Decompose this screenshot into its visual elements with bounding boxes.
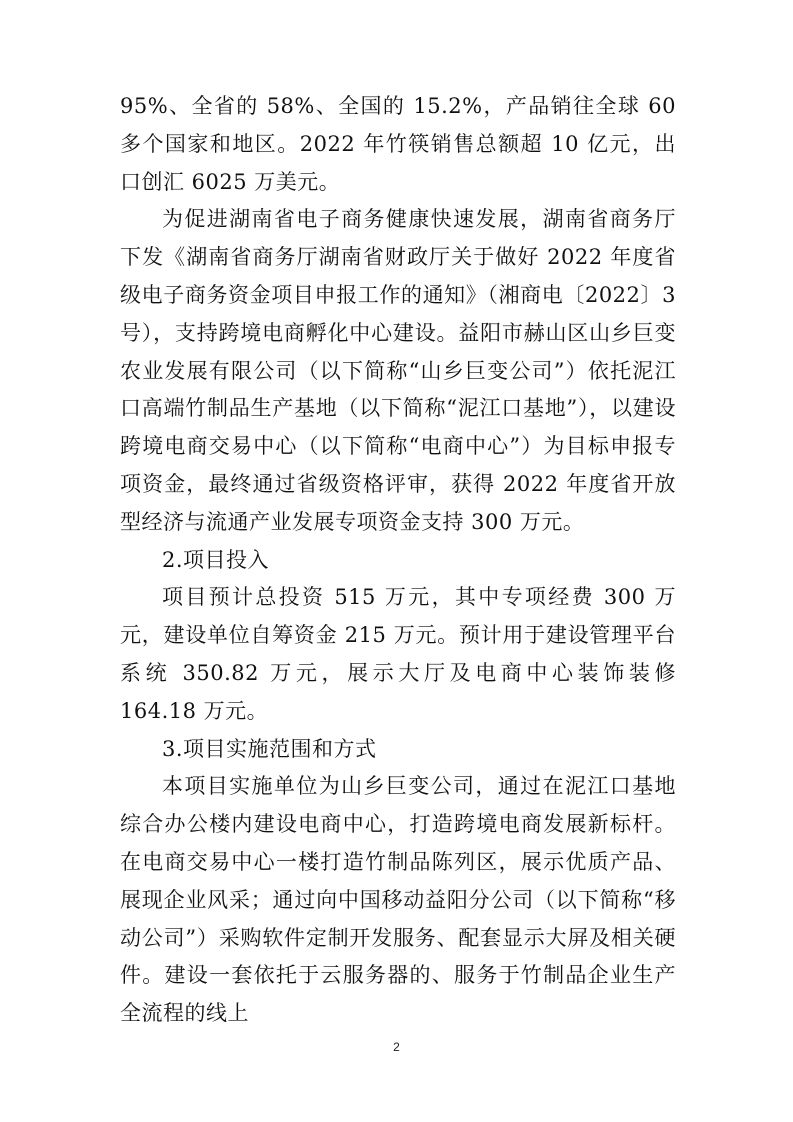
body-text xyxy=(120,88,676,1033)
paragraph-statistics: 95%、全省的 58%、全国的 15.2%，产品销往全球 60 多个国家和地区。2022 年竹筷销售总额超 10 亿元，出口创汇 6025 万美元。 xyxy=(120,94,676,194)
paragraph-scope: 本项目实施单位为山乡巨变公司，通过在泥江口基地综合办公楼内建设电商中心，打造跨境电商发展新标杆。在电商交易中心一楼打造竹制品陈列区，展示优质产品、展现企业风采；通过向中国移动益阳分公司（以下简称“移动公司”）采购软件定制开发服务、配套显示大屏及相关硬件。建设一套依托于云服务器的、服务于竹制品企业生产全流程的线上 xyxy=(120,774,676,1026)
paragraph-investment: 项目预计总投资 515 万元，其中专项经费 300 万元，建设单位自筹资金 215 万元。预计用于建设管理平台系统 350.82 万元，展示大厅及电商中心装饰装修 164.18 万元。 xyxy=(120,585,676,723)
section-heading-investment: 2.项目投入 xyxy=(162,547,270,572)
page-number: 2 xyxy=(393,1040,400,1054)
paragraph-background: 为促进湖南省电子商务健康快速发展，湖南省商务厅下发《湖南省商务厅湖南省财政厅关于做好 2022 年度省级电子商务资金项目申报工作的通知》（湘商电〔2022〕3 号），支持跨境电商孵化中心建设。益阳市赫山区山乡巨变农业发展有限公司（以下简称“山乡巨变公司”）依托泥江口高端竹制品生产基地（以下简称“泥江口基地”），以建设跨境电商交易中心（以下简称“电商中心”）为目标申报专项资金，最终通过省级资格评审，获得 2022 年度省开放型经济与流通产业发展专项资金支持 300 万元。 xyxy=(120,207,676,534)
section-heading-scope: 3.项目实施范围和方式 xyxy=(162,736,377,761)
